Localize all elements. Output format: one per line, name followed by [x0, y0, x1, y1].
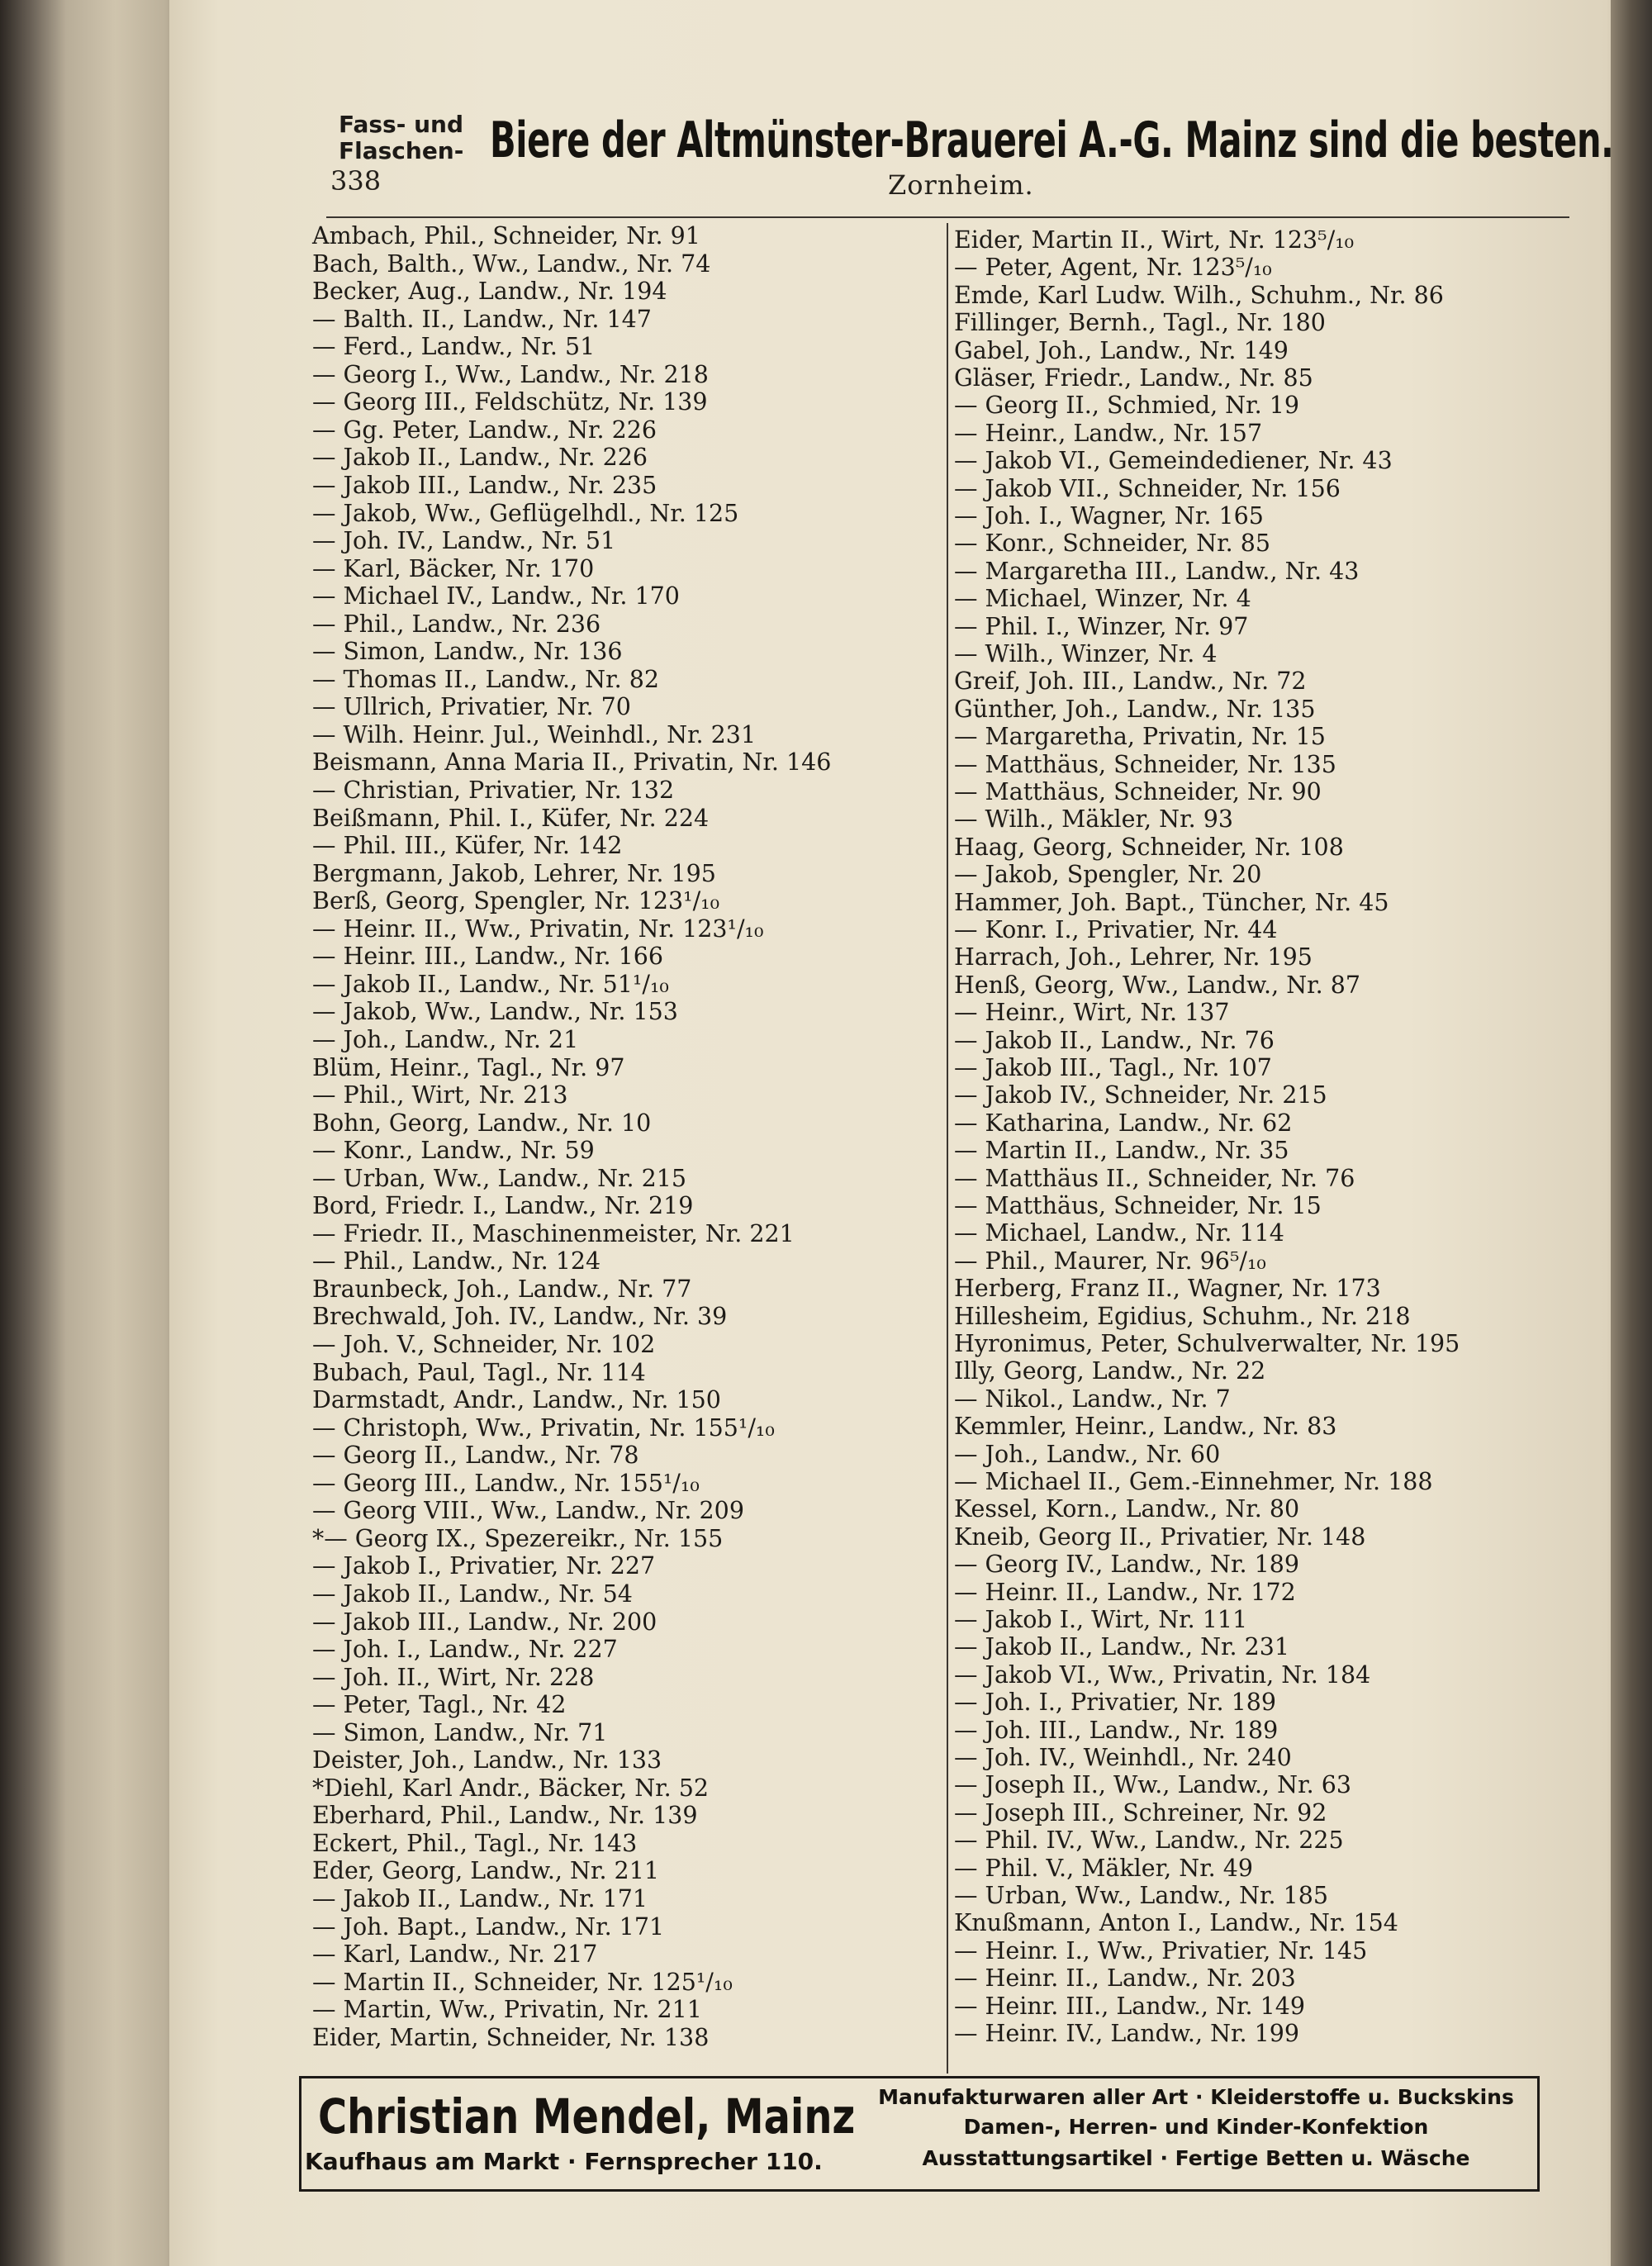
directory-entry: — Konr., Landw., Nr. 59 — [312, 1137, 595, 1165]
directory-entry: — Georg II., Schmied, Nr. 19 — [954, 392, 1299, 420]
directory-entry: — Ullrich, Privatier, Nr. 70 — [312, 693, 631, 721]
directory-entry: Harrach, Joh., Lehrer, Nr. 195 — [954, 943, 1313, 971]
directory-entry: — Georg III., Landw., Nr. 155¹/₁₀ — [312, 1469, 700, 1497]
directory-entry: — Jakob II., Landw., Nr. 76 — [954, 1026, 1275, 1054]
directory-entry: Eider, Martin, Schneider, Nr. 138 — [312, 2023, 710, 2051]
directory-entry: — Phil., Landw., Nr. 124 — [312, 1247, 601, 1276]
advert-tagline-line: Ausstattungsartikel · Fertige Betten u. Wäsche — [922, 2146, 1470, 2170]
directory-entry: — Heinr. III., Landw., Nr. 149 — [954, 1992, 1305, 2020]
directory-entry: — Phil., Maurer, Nr. 96⁵/₁₀ — [954, 1247, 1266, 1275]
directory-entry: — Jakob, Spengler, Nr. 20 — [954, 861, 1262, 889]
directory-entry: Ambach, Phil., Schneider, Nr. 91 — [312, 222, 700, 249]
directory-entry: — Joh., Landw., Nr. 21 — [312, 1025, 579, 1053]
directory-entry: Illy, Georg, Landw., Nr. 22 — [954, 1357, 1266, 1385]
directory-entry: — Joh. V., Schneider, Nr. 102 — [312, 1331, 656, 1358]
directory-entry: — Phil., Wirt, Nr. 213 — [312, 1081, 568, 1109]
directory-entry: — Matthäus, Schneider, Nr. 15 — [954, 1192, 1322, 1219]
directory-entry: — Jakob, Ww., Landw., Nr. 153 — [312, 998, 678, 1026]
directory-entry: — Wilh., Winzer, Nr. 4 — [954, 640, 1218, 667]
directory-entry: — Konr. I., Privatier, Nr. 44 — [954, 916, 1278, 943]
directory-entry: *— Georg IX., Spezereikr., Nr. 155 — [312, 1524, 724, 1552]
directory-entry: Haag, Georg, Schneider, Nr. 108 — [954, 833, 1344, 861]
directory-entry: — Phil. I., Winzer, Nr. 97 — [954, 612, 1249, 640]
directory-entry: — Jakob II., Landw., Nr. 226 — [312, 444, 648, 472]
column-divider — [947, 223, 948, 2074]
advert-kicker — [339, 112, 475, 164]
advert-headline: Biere der Altmünster-Brauerei A.-G. Mainz sind die besten. — [490, 112, 1614, 169]
directory-entry: — Martin II., Landw., Nr. 35 — [954, 1137, 1289, 1165]
directory-entry: Becker, Aug., Landw., Nr. 194 — [312, 278, 667, 306]
directory-entry: — Phil. III., Küfer, Nr. 142 — [312, 832, 623, 860]
directory-entry: Bergmann, Jakob, Lehrer, Nr. 195 — [312, 859, 716, 887]
directory-entry: Braunbeck, Joh., Landw., Nr. 77 — [312, 1275, 692, 1303]
directory-entry: — Matthäus, Schneider, Nr. 135 — [954, 750, 1336, 778]
directory-entry: — Jakob III., Landw., Nr. 235 — [312, 471, 657, 499]
directory-entry: Kessel, Korn., Landw., Nr. 80 — [954, 1495, 1300, 1523]
directory-entry: — Georg III., Feldschütz, Nr. 139 — [312, 388, 708, 416]
directory-entry: — Joh. IV., Weinhdl., Nr. 240 — [954, 1744, 1292, 1771]
directory-entry: Beißmann, Phil. I., Küfer, Nr. 224 — [312, 804, 710, 832]
directory-entry: Darmstadt, Andr., Landw., Nr. 150 — [312, 1386, 721, 1414]
directory-entry: Hyronimus, Peter, Schulverwalter, Nr. 195 — [954, 1330, 1460, 1357]
directory-entry: — Simon, Landw., Nr. 71 — [312, 1718, 608, 1746]
directory-entry: — Urban, Ww., Landw., Nr. 215 — [312, 1164, 687, 1192]
directory-entry: Henß, Georg, Ww., Landw., Nr. 87 — [954, 971, 1361, 999]
directory-entry: — Heinr., Landw., Nr. 157 — [954, 419, 1263, 447]
directory-entry: — Matthäus II., Schneider, Nr. 76 — [954, 1164, 1355, 1192]
directory-entry: — Joseph III., Schreiner, Nr. 92 — [954, 1798, 1327, 1827]
directory-entry: — Jakob IV., Schneider, Nr. 215 — [954, 1081, 1327, 1109]
directory-entry: — Margaretha, Privatin, Nr. 15 — [954, 723, 1326, 751]
directory-entry: — Christian, Privatier, Nr. 132 — [312, 777, 675, 804]
directory-entry: — Joh., Landw., Nr. 60 — [954, 1440, 1221, 1468]
directory-entry: — Nikol., Landw., Nr. 7 — [954, 1385, 1231, 1413]
directory-entry: — Phil., Landw., Nr. 236 — [312, 610, 601, 638]
directory-entry: — Joseph II., Ww., Landw., Nr. 63 — [954, 1771, 1351, 1799]
directory-entry: — Thomas II., Landw., Nr. 82 — [312, 665, 659, 693]
directory-entry: — Michael, Winzer, Nr. 4 — [954, 585, 1251, 613]
directory-entry: — Joh. IV., Landw., Nr. 51 — [312, 527, 616, 555]
directory-entry: Herberg, Franz II., Wagner, Nr. 173 — [954, 1275, 1381, 1303]
directory-entry: Gläser, Friedr., Landw., Nr. 85 — [954, 364, 1313, 392]
directory-entry: — Jakob VI., Ww., Privatin, Nr. 184 — [954, 1660, 1371, 1689]
directory-entry: — Jakob VII., Schneider, Nr. 156 — [954, 474, 1341, 502]
directory-entry: *Diehl, Karl Andr., Bäcker, Nr. 52 — [312, 1774, 710, 1802]
book-page-edges — [0, 0, 178, 2266]
directory-entry: — Joh. I., Wagner, Nr. 165 — [954, 502, 1264, 530]
directory-entry: — Ferd., Landw., Nr. 51 — [312, 333, 596, 361]
directory-entry: — Joh. II., Wirt, Nr. 228 — [312, 1663, 595, 1691]
directory-entry: — Michael IV., Landw., Nr. 170 — [312, 582, 680, 610]
directory-entry: — Michael, Landw., Nr. 114 — [954, 1219, 1284, 1247]
directory-entry: — Heinr. II., Landw., Nr. 172 — [954, 1578, 1296, 1606]
directory-entry: Hillesheim, Egidius, Schuhm., Nr. 218 — [954, 1302, 1411, 1330]
directory-entry: — Jakob II., Landw., Nr. 51¹/₁₀ — [312, 970, 669, 998]
directory-entry: — Peter, Tagl., Nr. 42 — [312, 1691, 567, 1719]
advert-tagline-line: Damen-, Herren- und Kinder-Konfektion — [963, 2115, 1429, 2139]
directory-entry: — Gg. Peter, Landw., Nr. 226 — [312, 416, 657, 444]
page-title: Zornheim. — [888, 169, 1034, 201]
directory-entry: — Joh. I., Privatier, Nr. 189 — [954, 1689, 1277, 1717]
directory-entry: — Wilh. Heinr. Jul., Weinhdl., Nr. 231 — [312, 720, 757, 748]
directory-entry: — Jakob, Ww., Geflügelhdl., Nr. 125 — [312, 499, 739, 527]
directory-entry: — Georg II., Landw., Nr. 78 — [312, 1442, 639, 1470]
directory-entry: — Konr., Schneider, Nr. 85 — [954, 530, 1270, 558]
directory-entry: Eckert, Phil., Tagl., Nr. 143 — [312, 1829, 638, 1857]
directory-entry: Bohn, Georg, Landw., Nr. 10 — [312, 1109, 652, 1137]
directory-entry: Bubach, Paul, Tagl., Nr. 114 — [312, 1358, 646, 1386]
directory-entry: — Urban, Ww., Landw., Nr. 185 — [954, 1882, 1329, 1909]
page-number: 338 — [330, 165, 382, 197]
directory-entry: — Joh. III., Landw., Nr. 189 — [954, 1716, 1279, 1744]
directory-entry: Bord, Friedr. I., Landw., Nr. 219 — [312, 1192, 694, 1220]
directory-entry: — Heinr. II., Landw., Nr. 203 — [954, 1964, 1296, 1993]
directory-entry: — Joh. Bapt., Landw., Nr. 171 — [312, 1912, 665, 1941]
directory-entry: — Heinr. IV., Landw., Nr. 199 — [954, 2020, 1300, 2047]
directory-entry: — Jakob VI., Gemeindediener, Nr. 43 — [954, 447, 1393, 475]
directory-entry: — Jakob II., Landw., Nr. 231 — [954, 1633, 1290, 1661]
directory-entry: — Katharina, Landw., Nr. 62 — [954, 1109, 1293, 1137]
directory-entry: Greif, Joh. III., Landw., Nr. 72 — [954, 667, 1307, 696]
directory-entry: — Simon, Landw., Nr. 136 — [312, 638, 623, 666]
directory-entry: — Jakob I., Wirt, Nr. 111 — [954, 1606, 1248, 1633]
directory-entry: — Jakob II., Landw., Nr. 54 — [312, 1580, 633, 1608]
directory-entry: Kneib, Georg II., Privatier, Nr. 148 — [954, 1523, 1366, 1551]
directory-entry: Berß, Georg, Spengler, Nr. 123¹/₁₀ — [312, 887, 720, 915]
directory-entry: Eder, Georg, Landw., Nr. 211 — [312, 1857, 659, 1885]
directory-entry: — Balth. II., Landw., Nr. 147 — [312, 305, 652, 333]
directory-entry: Gabel, Joh., Landw., Nr. 149 — [954, 336, 1289, 364]
directory-entry: — Georg VIII., Ww., Landw., Nr. 209 — [312, 1497, 744, 1525]
directory-entry: — Martin, Ww., Privatin, Nr. 211 — [312, 1996, 702, 2024]
directory-entry: Beismann, Anna Maria II., Privatin, Nr. 146 — [312, 748, 832, 777]
directory-entry: — Matthäus, Schneider, Nr. 90 — [954, 778, 1322, 805]
directory-entry: — Georg I., Ww., Landw., Nr. 218 — [312, 360, 709, 388]
directory-entry: — Phil. V., Mäkler, Nr. 49 — [954, 1854, 1254, 1882]
directory-entry: — Heinr. III., Landw., Nr. 166 — [312, 943, 663, 971]
directory-entry: — Heinr. I., Ww., Privatier, Nr. 145 — [954, 1936, 1368, 1964]
directory-entry: Knußmann, Anton I., Landw., Nr. 154 — [954, 1909, 1398, 1937]
directory-entry: — Jakob III., Landw., Nr. 200 — [312, 1608, 657, 1636]
header-divider — [326, 216, 1569, 218]
directory-entry: Emde, Karl Ludw. Wilh., Schuhm., Nr. 86 — [954, 281, 1444, 309]
directory-entry: Kemmler, Heinr., Landw., Nr. 83 — [954, 1413, 1337, 1441]
directory-entry: — Karl, Landw., Nr. 217 — [312, 1941, 598, 1969]
advert-kicker-line: Flaschen- — [339, 137, 464, 164]
directory-entry: — Phil. IV., Ww., Landw., Nr. 225 — [954, 1827, 1344, 1855]
directory-entry: — Michael II., Gem.-Einnehmer, Nr. 188 — [954, 1468, 1433, 1495]
advert-tagline-line: Manufakturwaren aller Art · Kleiderstoffe u. Buckskins — [878, 2085, 1514, 2109]
directory-entry: — Wilh., Mäkler, Nr. 93 — [954, 805, 1233, 834]
directory-entry: Eider, Martin II., Wirt, Nr. 123⁵/₁₀ — [954, 226, 1355, 254]
directory-entry: Günther, Joh., Landw., Nr. 135 — [954, 695, 1316, 723]
directory-entry: Bach, Balth., Ww., Landw., Nr. 74 — [312, 249, 711, 278]
directory-entry: Brechwald, Joh. IV., Landw., Nr. 39 — [312, 1303, 728, 1331]
directory-entry: — Margaretha III., Landw., Nr. 43 — [954, 557, 1360, 585]
directory-entry: — Jakob III., Tagl., Nr. 107 — [954, 1054, 1272, 1081]
directory-entry: Eberhard, Phil., Landw., Nr. 139 — [312, 1802, 698, 1830]
advert-kicker-line: Fass- und — [339, 111, 463, 138]
directory-entry: — Karl, Bäcker, Nr. 170 — [312, 554, 595, 582]
directory-entry: — Heinr. II., Ww., Privatin, Nr. 123¹/₁₀ — [312, 914, 764, 943]
directory-entry: Blüm, Heinr., Tagl., Nr. 97 — [312, 1053, 625, 1081]
directory-entry: — Martin II., Schneider, Nr. 125¹/₁₀ — [312, 1968, 733, 1996]
directory-entry: Fillinger, Bernh., Tagl., Nr. 180 — [954, 309, 1326, 337]
directory-entry: — Peter, Agent, Nr. 123⁵/₁₀ — [954, 254, 1272, 282]
directory-entry: — Heinr., Wirt, Nr. 137 — [954, 999, 1230, 1027]
book-gutter — [1611, 0, 1652, 2266]
directory-entry: — Friedr. II., Maschinenmeister, Nr. 221 — [312, 1219, 795, 1247]
directory-entry: — Joh. I., Landw., Nr. 227 — [312, 1636, 618, 1664]
directory-entry: — Jakob II., Landw., Nr. 171 — [312, 1885, 648, 1912]
directory-entry: — Christoph, Ww., Privatin, Nr. 155¹/₁₀ — [312, 1413, 775, 1442]
directory-entry: Hammer, Joh. Bapt., Tüncher, Nr. 45 — [954, 888, 1389, 916]
directory-entry: Deister, Joh., Landw., Nr. 133 — [312, 1746, 662, 1774]
advert-company-name: Christian Mendel, Mainz — [318, 2088, 856, 2145]
mendel-advert-box — [299, 2076, 1540, 2192]
directory-entry: — Georg IV., Landw., Nr. 189 — [954, 1551, 1299, 1579]
advert-address: Kaufhaus am Markt · Fernsprecher 110. — [305, 2148, 823, 2175]
directory-entry: — Jakob I., Privatier, Nr. 227 — [312, 1552, 656, 1580]
